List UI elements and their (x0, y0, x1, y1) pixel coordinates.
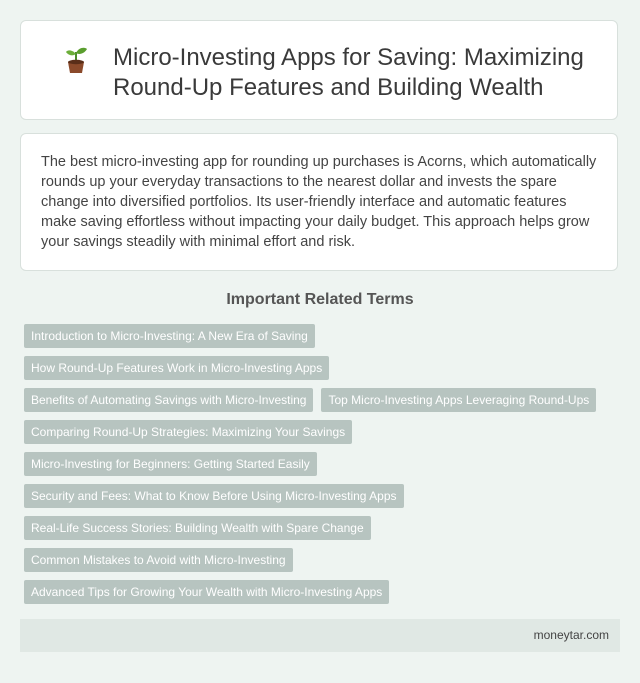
tag-row (24, 356, 329, 380)
title-card (20, 20, 618, 120)
related-term-tag[interactable]: Benefits of Automating Savings with Micro-Investing (24, 388, 313, 412)
related-term-tag[interactable]: Comparing Round-Up Strategies: Maximizing Your Savings (24, 420, 352, 444)
footer-bar (20, 619, 620, 652)
tag-row (24, 452, 317, 476)
tag-row (24, 580, 389, 604)
related-term-tag[interactable]: Introduction to Micro-Investing: A New Era of Saving (24, 324, 315, 348)
tag-row (24, 324, 315, 348)
related-term-tag[interactable]: How Round-Up Features Work in Micro-Investing Apps (24, 356, 329, 380)
related-term-tag[interactable]: Top Micro-Investing Apps Leveraging Round-Ups (321, 388, 596, 412)
tag-row (24, 420, 352, 444)
related-term-tag[interactable]: Real-Life Success Stories: Building Wealth with Spare Change (24, 516, 371, 540)
related-term-tag[interactable]: Advanced Tips for Growing Your Wealth with Micro-Investing Apps (24, 580, 389, 604)
tag-row (24, 548, 293, 572)
related-terms-heading: Important Related Terms (226, 291, 414, 308)
summary-text: The best micro-investing app for rounding up purchases is Acorns, which automatically rounds up your everyday transactions to the nearest dollar and invests the spare change into diversified portfolios. Its user-friendly interface and automatic features make saving effortless without impacting your daily budget. This approach helps grow your savings steadily with minimal effort and risk. (41, 154, 597, 250)
related-term-tag[interactable]: Security and Fees: What to Know Before Using Micro-Investing Apps (24, 484, 404, 508)
page-title: Micro-Investing Apps for Saving: Maximizing Round-Up Features and Building Wealth (113, 44, 584, 101)
tag-row (24, 516, 371, 540)
related-term-tag[interactable]: Common Mistakes to Avoid with Micro-Investing (24, 548, 293, 572)
related-term-tag[interactable]: Micro-Investing for Beginners: Getting Started Easily (24, 452, 317, 476)
sprout-icon (63, 45, 89, 75)
tag-row (24, 484, 404, 508)
summary-card (20, 133, 618, 271)
tag-row (24, 388, 596, 412)
site-name[interactable]: moneytar.com (533, 628, 609, 642)
